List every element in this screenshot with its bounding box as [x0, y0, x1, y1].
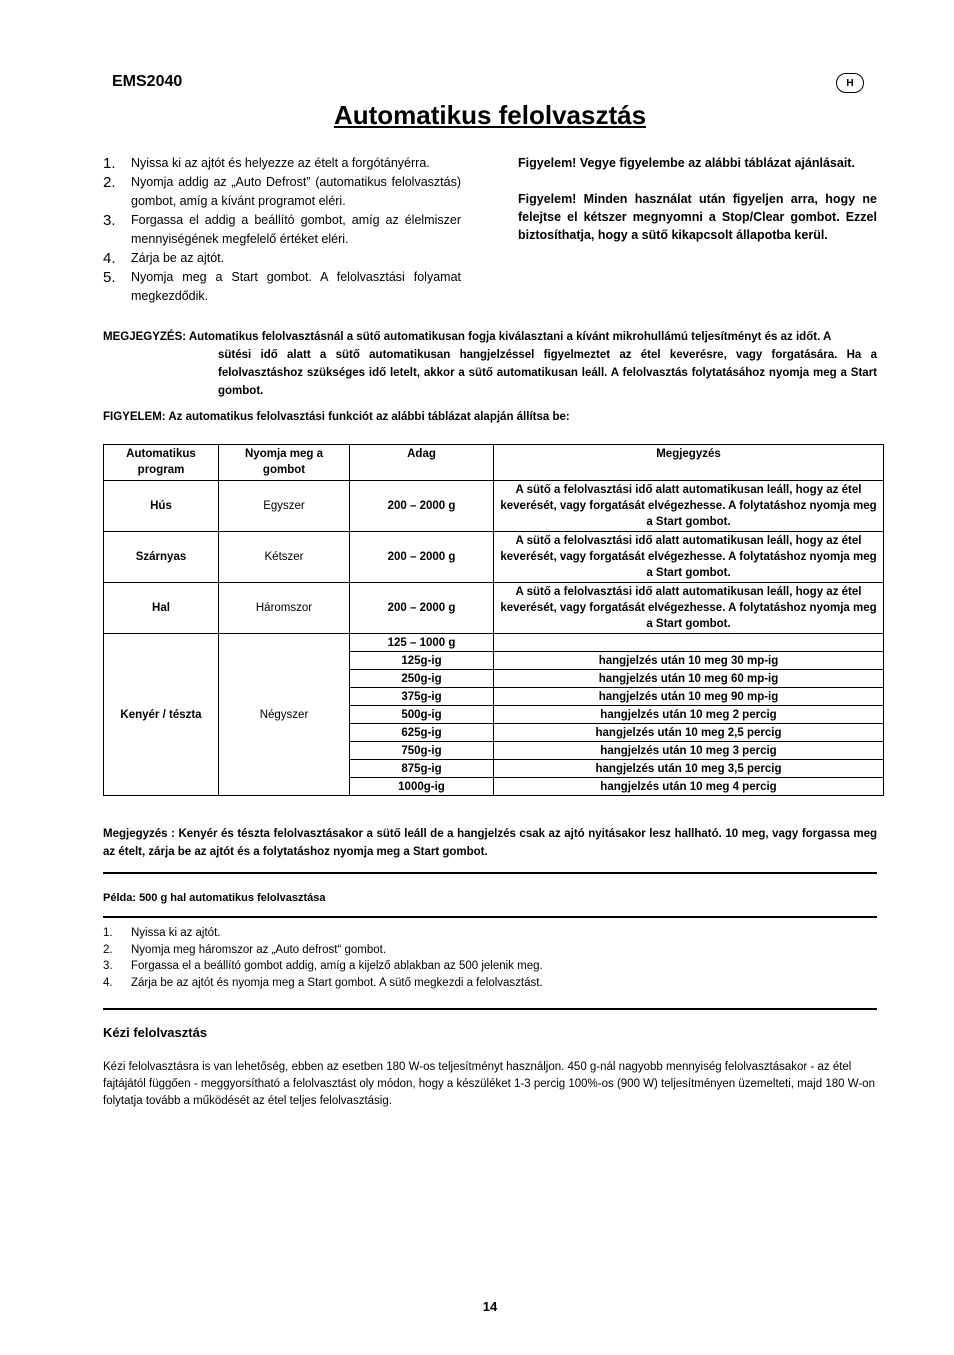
cell-amount: 875g-ig [350, 760, 494, 778]
cell-amount: 200 – 2000 g [350, 481, 494, 532]
note-block [103, 328, 877, 400]
cell-program: Kenyér / tészta [104, 634, 219, 796]
cell-press: Háromszor [219, 583, 350, 634]
divider [103, 916, 877, 918]
defrost-table [103, 444, 884, 796]
header-note: Megjegyzés [494, 445, 884, 481]
divider [103, 1008, 877, 1010]
note-text-rest: sütési idő alatt a sütő automatikusan hangjelzéssel figyelmeztet az étel keverésre, vagy forgatására. Ha a felolvasztáshoz szükséges idő letelt, akkor a sütő automatikusan leáll. A felolvasztás folytatásához nyomja meg a Start gombot. [218, 349, 877, 397]
step-item: 1. Nyissa ki az ajtót és helyezze az ételt a forgótányérra. [103, 155, 430, 172]
instruction-steps [103, 154, 461, 306]
manual-defrost-body: Kézi felolvasztásra is van lehetőség, ebben az esetben 180 W-os teljesítményt használjon. 450 g-nál nagyobb mennyiség felolvasztásakor - az étel fajtájától függően - meggyorsítható a felolvasztást oly módon, hogy a készüléket 1-3 percig 100%-os (900 W) teljesítményen üzemelteti, majd 180 W-on folytatja tovább a működését az étel teljes felolvasztásig. [103, 1061, 875, 1107]
header-press: Nyomja meg a gombot [219, 445, 350, 481]
table-header-row [104, 445, 884, 481]
page-number: 14 [482, 1299, 498, 1314]
cell-amount: 1000g-ig [350, 778, 494, 796]
cell-press: Kétszer [219, 532, 350, 583]
cell-amount: 125 – 1000 g [350, 634, 494, 652]
example-step: 1. Nyissa ki az ajtót. [103, 927, 221, 939]
step-item: 4. Zárja be az ajtót. [103, 250, 225, 267]
step-item: 3. Forgassa el addig a beállító gombot, amíg az élelmiszer mennyiségének megfelelő értéket eléri. [103, 212, 461, 246]
cell-note: A sütő a felolvasztási idő alatt automatikusan leáll, hogy az étel keverését, vagy forgatását elvégezhesse. A folytatáshoz nyomja meg a Start gombot. [494, 481, 884, 532]
attention-text: FIGYELEM: Az automatikus felolvasztási funkciót az alábbi táblázat alapján állítsa be: [103, 411, 570, 423]
table-row [104, 583, 884, 634]
table-row [104, 532, 884, 583]
cell-note: hangjelzés után 10 meg 2,5 percig [494, 724, 884, 742]
cell-note: hangjelzés után 10 meg 30 mp-ig [494, 652, 884, 670]
divider [103, 872, 877, 874]
cell-note: hangjelzés után 10 meg 2 percig [494, 706, 884, 724]
cell-program: Hal [104, 583, 219, 634]
step-item: 5. Nyomja meg a Start gombot. A felolvasztási folyamat megkezdődik. [103, 269, 461, 303]
example-step: 4. Zárja be az ajtót és nyomja meg a Start gombot. A sütő megkezdi a felolvasztást. [103, 976, 543, 989]
cell-program: Szárnyas [104, 532, 219, 583]
table-row [104, 481, 884, 532]
header-amount: Adag [350, 445, 494, 481]
cell-note: A sütő a felolvasztási idő alatt automatikusan leáll, hogy az étel keverését, vagy forgatását elvégezhesse. A folytatáshoz nyomja meg a Start gombot. [494, 532, 884, 583]
cell-amount: 375g-ig [350, 688, 494, 706]
cell-amount: 500g-ig [350, 706, 494, 724]
cell-note: hangjelzés után 10 meg 90 mp-ig [494, 688, 884, 706]
cell-amount: 125g-ig [350, 652, 494, 670]
cell-note: hangjelzés után 10 meg 3 percig [494, 742, 884, 760]
warning-text: Figyelem! Vegye figyelembe az alábbi táblázat ajánlásait. [518, 156, 855, 170]
cell-amount: 750g-ig [350, 742, 494, 760]
note-text-first: Automatikus felolvasztásnál a sütő automatikusan fogja kiválasztani a kívánt mikrohullámú teljesítményt és az időt. A [188, 331, 832, 343]
warnings-block [518, 154, 877, 262]
cell-amount: 200 – 2000 g [350, 532, 494, 583]
example-step: 3. Forgassa el a beállító gombot addig, amíg a kijelző ablakban az 500 jelenik meg. [103, 960, 543, 972]
warning-text: Figyelem! Minden használat után figyeljen arra, hogy ne felejtse el kétszer megnyomni a Stop/Clear gombot. Ezzel biztosíthatja, hogy a sütő kikapcsolt állapotba kerül. [518, 192, 877, 242]
cell-amount: 250g-ig [350, 670, 494, 688]
cell-press: Négyszer [219, 634, 350, 796]
cell-program: Hús [104, 481, 219, 532]
cell-note: A sütő a felolvasztási idő alatt automatikusan leáll, hogy az étel keverését, vagy forgatását elvégezhesse. A folytatáshoz nyomja meg a Start gombot. [494, 583, 884, 634]
cell-press: Egyszer [219, 481, 350, 532]
language-badge: H [836, 73, 864, 93]
manual-defrost-title: Kézi felolvasztás [103, 1025, 208, 1040]
model-number: EMS2040 [112, 73, 183, 90]
example-step: 2. Nyomja meg háromszor az „Auto defrost“ gombot. [103, 943, 387, 956]
cell-note: hangjelzés után 10 meg 4 percig [494, 778, 884, 796]
example-steps [103, 925, 877, 991]
step-item: 2. Nyomja addig az „Auto Defrost” (automatikus felolvasztás) gombot, amíg a kívánt programot eléri. [103, 174, 461, 208]
cell-amount: 200 – 2000 g [350, 583, 494, 634]
cell-note: hangjelzés után 10 meg 3,5 percig [494, 760, 884, 778]
note-label: MEGJEGYZÉS: [103, 331, 187, 343]
table-row [104, 634, 884, 652]
cell-note: hangjelzés után 10 meg 60 mp-ig [494, 670, 884, 688]
cell-amount: 625g-ig [350, 724, 494, 742]
cell-note [494, 634, 884, 652]
page-title: Automatikus felolvasztás [333, 100, 647, 130]
header-program: Automatikus program [104, 445, 219, 481]
bread-note: Megjegyzés : Kenyér és tészta felolvasztásakor a sütő leáll de a hangjelzés csak az ajtó nyitásakor lesz hallható. 10 meg, vagy forgassa meg az ételt, zárja be az ajtót és a folytatáshoz nyomja meg a Start gombot. [103, 828, 877, 858]
example-title: Példa: 500 g hal automatikus felolvasztása [103, 892, 326, 904]
